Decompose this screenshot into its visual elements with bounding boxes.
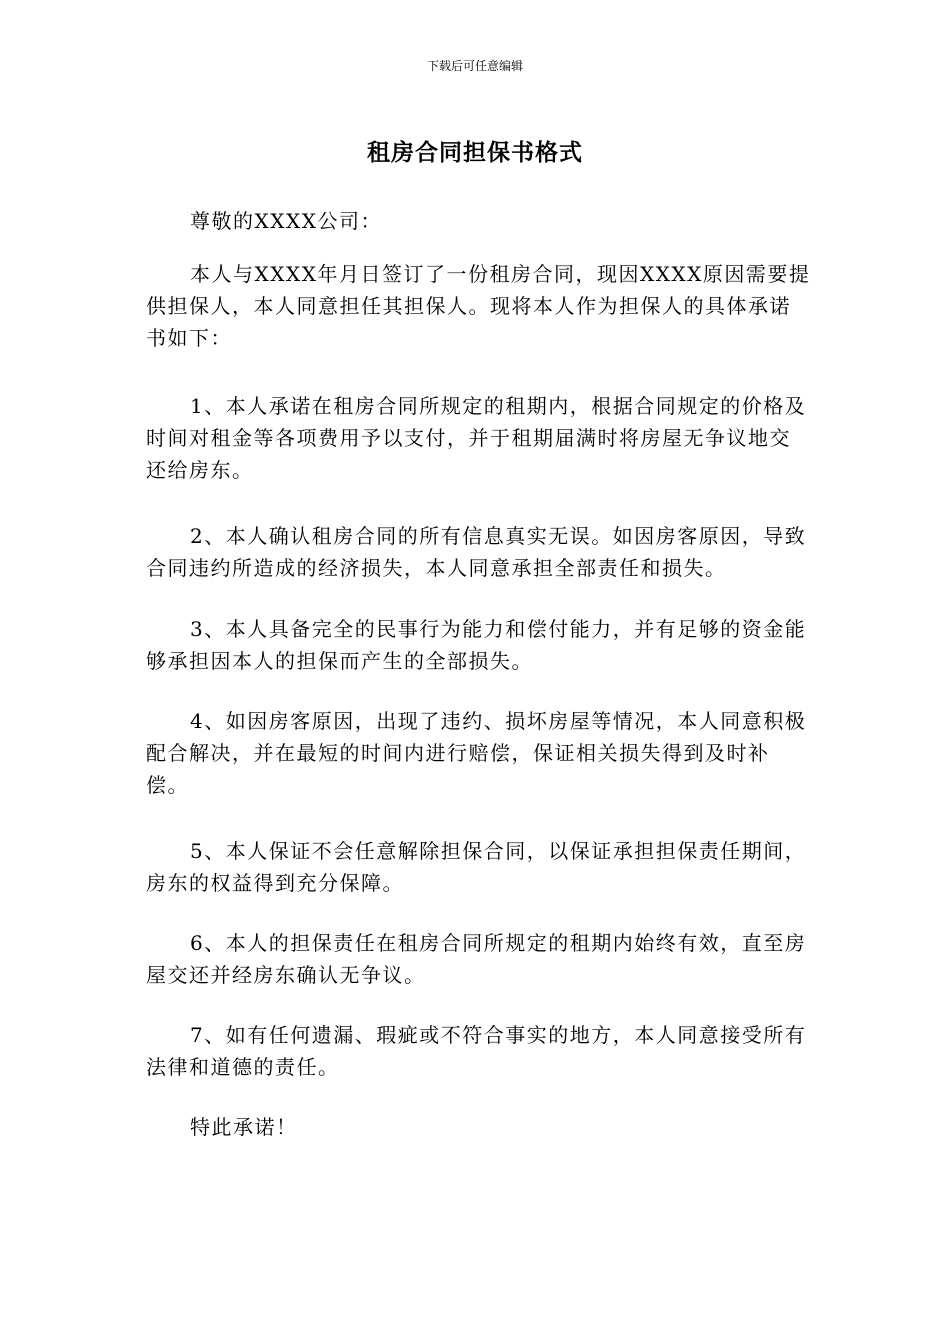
salutation-block xyxy=(146,205,812,237)
clause-5-block xyxy=(146,835,812,899)
clause-7: 7、如有任何遗漏、瑕疵或不符合事实的地方，本人同意接受所有法律和道德的责任。 xyxy=(146,1023,807,1079)
header-note: 下载后可任意编辑 xyxy=(426,59,523,73)
clause-2-block xyxy=(146,520,812,584)
clause-6-block xyxy=(146,927,812,991)
closing-statement: 特此承诺！ xyxy=(190,1115,298,1139)
clause-4-block xyxy=(146,705,812,801)
salutation: 尊敬的XXXX公司： xyxy=(190,209,382,233)
clause-2: 2、本人确认租房合同的所有信息真实无误。如因房客原因，导致合同违约所造成的经济损失，本人同意承担全部责任和损失。 xyxy=(146,524,807,580)
clause-6: 6、本人的担保责任在租房合同所规定的租期内始终有效，直至房屋交还并经房东确认无争议。 xyxy=(146,931,807,987)
clause-1-block xyxy=(146,390,812,486)
closing-block xyxy=(146,1111,812,1143)
clause-5: 5、本人保证不会任意解除担保合同，以保证承担担保责任期间，房东的权益得到充分保障。 xyxy=(146,839,807,895)
intro-paragraph-block xyxy=(146,258,812,354)
clause-7-block xyxy=(146,1019,812,1083)
intro-paragraph: 本人与XXXX年月日签订了一份租房合同，现因XXXX原因需要提供担保人，本人同意担任其担保人。现将本人作为担保人的具体承诺书如下： xyxy=(146,262,811,350)
clause-3-block xyxy=(146,613,812,677)
document-title: 租房合同担保书格式 xyxy=(367,140,583,166)
clause-1: 1、本人承诺在租房合同所规定的租期内，根据合同规定的价格及时间对租金等各项费用予以支付，并于租期届满时将房屋无争议地交还给房东。 xyxy=(146,394,807,482)
clause-3: 3、本人具备完全的民事行为能力和偿付能力，并有足够的资金能够承担因本人的担保而产生的全部损失。 xyxy=(146,617,807,673)
clause-4: 4、如因房客原因，出现了违约、损坏房屋等情况，本人同意积极配合解决，并在最短的时间内进行赔偿，保证相关损失得到及时补偿。 xyxy=(146,709,807,797)
